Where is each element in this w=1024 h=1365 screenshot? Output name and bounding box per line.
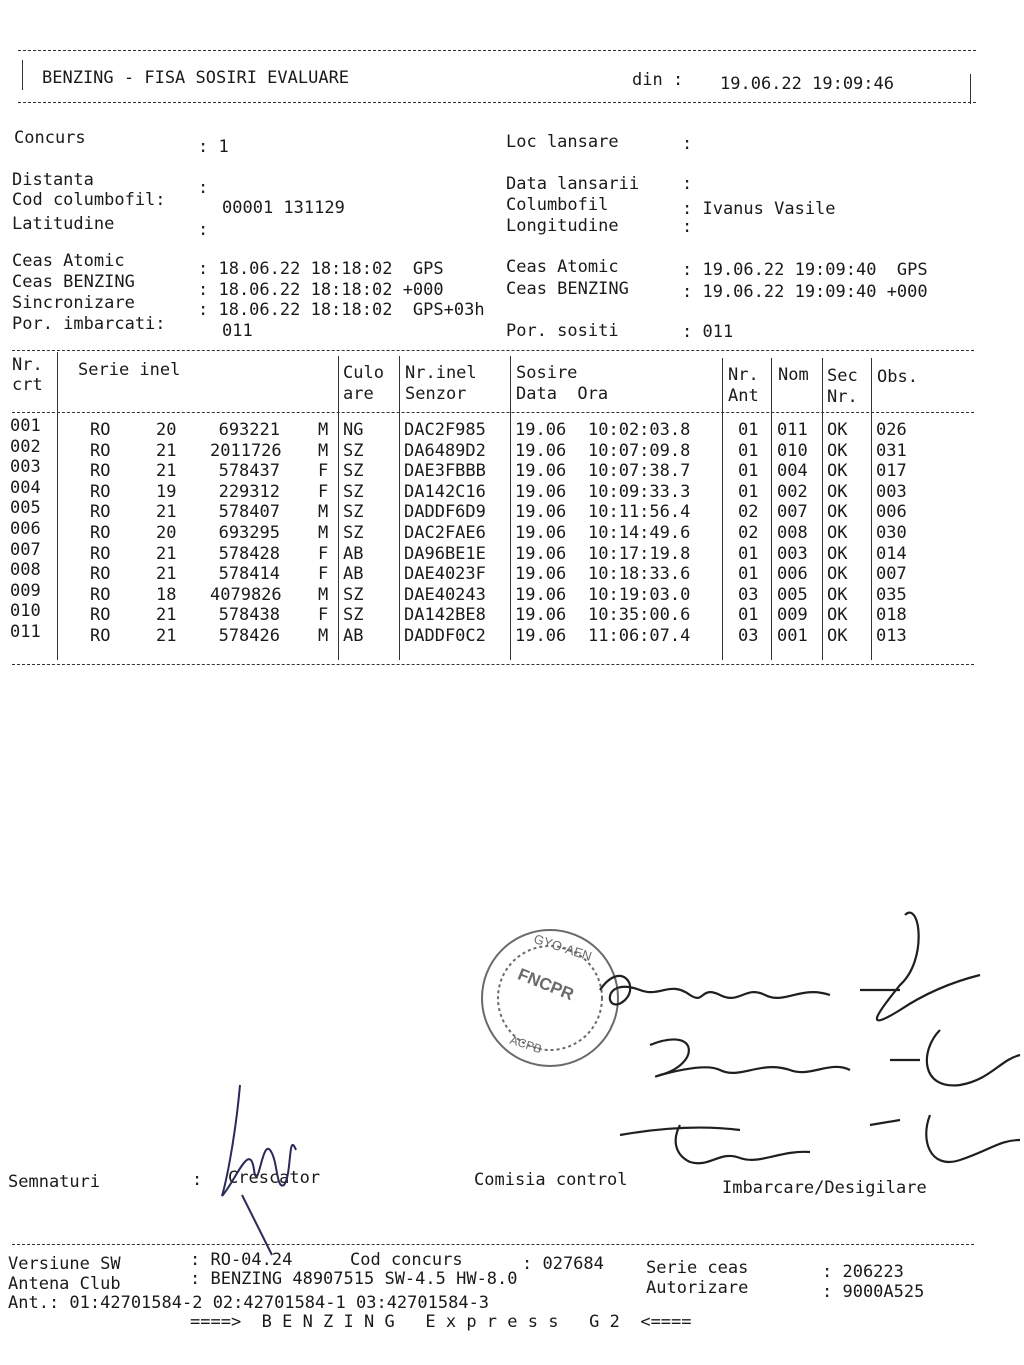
- ceas-benzing-arrival-label: Ceas BENZING: [506, 279, 629, 299]
- row-year: 21: [156, 605, 177, 626]
- row-nr: 010: [10, 601, 41, 622]
- row-country: RO: [90, 564, 111, 585]
- row-sex: F: [318, 461, 329, 482]
- row-sensor: DAE40243: [404, 584, 486, 605]
- row-ant: 01: [738, 420, 759, 440]
- row-date: 19.06: [515, 440, 567, 461]
- row-year: 20: [156, 523, 177, 543]
- row-time: 10:18:33.6: [588, 564, 691, 585]
- header-ant: Ant: [728, 386, 759, 406]
- document-title: BENZING - FISA SOSIRI EVALUARE: [42, 68, 350, 88]
- header-sec: Sec: [827, 366, 858, 386]
- stamp-bottom-text: ACPB: [508, 1032, 544, 1057]
- ant-line: Ant.: 01:42701584-2 02:42701584-1 03:42701584-3: [8, 1293, 490, 1313]
- row-year: 20: [156, 420, 177, 440]
- header-data-ora: Data Ora: [516, 384, 609, 404]
- row-nr: 005: [10, 498, 41, 519]
- row-country: RO: [90, 584, 111, 605]
- sositi-label: Por. sositi: [506, 321, 619, 341]
- row-date: 19.06: [515, 502, 567, 523]
- row-year: 21: [156, 543, 177, 564]
- distanta-label: Distanta: [12, 170, 94, 190]
- row-nom: 007: [777, 502, 808, 523]
- row-sec: OK: [827, 523, 848, 543]
- header-nr-ant: Nr.: [728, 365, 759, 385]
- row-nom: 001: [777, 626, 808, 646]
- row-ant: 01: [738, 481, 759, 502]
- row-nr: 007: [10, 539, 41, 560]
- ceas-atomic-arrival-label: Ceas Atomic: [506, 257, 619, 277]
- sincronizare-label: Sincronizare: [12, 293, 135, 313]
- row-sec: OK: [827, 605, 848, 626]
- row-nr: 008: [10, 560, 41, 581]
- row-time: 10:07:09.8: [588, 440, 691, 461]
- row-ant: 01: [738, 605, 759, 626]
- row-sensor: DA142C16: [404, 481, 486, 502]
- stamp-top-text: GYO-AEN: [531, 931, 594, 964]
- row-obs: 026: [876, 420, 907, 440]
- row-nr: 004: [10, 477, 41, 498]
- row-time: 10:19:03.0: [588, 584, 691, 605]
- date-label: din :: [632, 70, 684, 90]
- row-obs: 031: [876, 440, 907, 461]
- ceas-atomic-release-label: Ceas Atomic: [12, 251, 125, 271]
- row-sensor: DA142BE8: [404, 605, 486, 626]
- header-obs: Obs.: [877, 367, 918, 387]
- row-ring: 693295: [218, 523, 280, 543]
- row-sex: F: [318, 605, 329, 626]
- row-ant: 01: [738, 564, 759, 585]
- cod-concurs-value: : 027684: [522, 1254, 604, 1274]
- cod-columbofil-value: 00001 131129: [222, 198, 345, 218]
- row-obs: 014: [876, 543, 907, 564]
- ceas-atomic-release-value: : 18.06.22 18:18:02 GPS: [198, 259, 444, 279]
- row-sex: F: [318, 481, 329, 502]
- row-nom: 008: [777, 523, 808, 543]
- row-country: RO: [90, 502, 111, 523]
- ceas-benzing-release-label: Ceas BENZING: [12, 272, 135, 292]
- header-serie-inel: Serie inel: [78, 360, 181, 380]
- row-obs: 013: [876, 626, 907, 646]
- data-lansarii-value: :: [682, 174, 693, 194]
- row-time: 10:07:38.7: [588, 461, 691, 482]
- header-sosire: Sosire: [516, 363, 578, 383]
- row-year: 19: [156, 481, 177, 502]
- row-date: 19.06: [515, 626, 567, 646]
- imbarcati-label: Por. imbarcati:: [12, 314, 166, 334]
- latitudine-label: Latitudine: [12, 214, 115, 234]
- imbarcati-value: 011: [222, 321, 253, 341]
- columbofil-label: Columbofil: [506, 195, 609, 215]
- sincronizare-value: : 18.06.22 18:18:02 GPS+03h: [198, 300, 485, 320]
- autorizare-value: : 9000A525: [822, 1282, 925, 1302]
- row-ant: 01: [738, 543, 759, 564]
- row-sex: F: [318, 564, 329, 585]
- row-ring: 578407: [218, 502, 280, 523]
- row-color: SZ: [343, 461, 364, 482]
- cod-columbofil-label: Cod columbofil:: [12, 190, 166, 210]
- row-date: 19.06: [515, 605, 567, 626]
- distanta-value: :: [198, 178, 209, 198]
- row-color: SZ: [343, 481, 364, 502]
- row-sensor: DA96BE1E: [404, 543, 486, 564]
- row-date: 19.06: [515, 481, 567, 502]
- row-sensor: DA6489D2: [404, 440, 486, 461]
- row-sex: M: [318, 584, 329, 605]
- header-crt: crt: [12, 375, 43, 395]
- row-ring: 693221: [218, 420, 280, 440]
- row-year: 21: [156, 564, 177, 585]
- row-year: 21: [156, 626, 177, 646]
- row-year: 21: [156, 502, 177, 523]
- row-color: SZ: [343, 440, 364, 461]
- row-obs: 003: [876, 481, 907, 502]
- row-color: SZ: [343, 502, 364, 523]
- row-sensor: DAE3FBBB: [404, 461, 486, 482]
- row-sensor: DADDF0C2: [404, 626, 486, 646]
- latitudine-value: :: [198, 220, 209, 240]
- row-sensor: DAE4023F: [404, 564, 486, 585]
- row-country: RO: [90, 605, 111, 626]
- row-ring: 578437: [218, 461, 280, 482]
- row-color: AB: [343, 626, 364, 646]
- row-nom: 004: [777, 461, 808, 482]
- row-sec: OK: [827, 440, 848, 461]
- ceas-benzing-release-value: : 18.06.22 18:18:02 +000: [198, 280, 444, 300]
- row-nr: 009: [10, 580, 41, 601]
- longitudine-value: :: [682, 217, 693, 237]
- row-ant: 01: [738, 461, 759, 482]
- row-nr: 002: [10, 436, 41, 457]
- semnaturi-label: Semnaturi: [8, 1172, 101, 1192]
- row-ring: 578426: [218, 626, 280, 646]
- row-color: NG: [343, 420, 364, 440]
- row-color: AB: [343, 543, 364, 564]
- row-country: RO: [90, 481, 111, 502]
- crescator-label: Crescator: [228, 1168, 321, 1188]
- row-year: 18: [156, 584, 177, 605]
- row-country: RO: [90, 626, 111, 646]
- ceas-atomic-arrival-value: : 19.06.22 19:09:40 GPS: [682, 260, 928, 280]
- row-ring: 4079826: [210, 584, 282, 605]
- sositi-value: : 011: [682, 322, 734, 342]
- row-ant: 02: [738, 523, 759, 543]
- row-country: RO: [90, 523, 111, 543]
- row-time: 11:06:07.4: [588, 626, 691, 646]
- row-time: 10:35:00.6: [588, 605, 691, 626]
- brand-line: ====> B E N Z I N G E x p r e s s G 2 <====: [190, 1312, 692, 1332]
- row-ant: 01: [738, 440, 759, 461]
- row-country: RO: [90, 461, 111, 482]
- row-ring: 229312: [218, 481, 280, 502]
- row-country: RO: [90, 440, 111, 461]
- serie-ceas-value: : 206223: [822, 1262, 904, 1282]
- row-time: 10:11:56.4: [588, 502, 691, 523]
- row-sec: OK: [827, 626, 848, 646]
- row-sec: OK: [827, 584, 848, 605]
- row-nom: 011: [777, 420, 808, 440]
- row-time: 10:09:33.3: [588, 481, 691, 502]
- imbarcare-desigilare-label: Imbarcare/Desigilare: [722, 1178, 927, 1198]
- row-year: 21: [156, 461, 177, 482]
- row-obs: 006: [876, 502, 907, 523]
- row-nom: 006: [777, 564, 808, 585]
- row-time: 10:17:19.8: [588, 543, 691, 564]
- cod-concurs-label: Cod concurs: [350, 1250, 463, 1270]
- serie-ceas-label: Serie ceas: [646, 1258, 749, 1278]
- row-obs: 017: [876, 461, 907, 482]
- header-culo: Culo: [343, 363, 384, 383]
- autorizare-label: Autorizare: [646, 1278, 749, 1298]
- row-time: 10:14:49.6: [588, 523, 691, 543]
- row-sec: OK: [827, 502, 848, 523]
- loc-lansare-label: Loc lansare: [506, 132, 619, 152]
- row-sec: OK: [827, 481, 848, 502]
- row-nom: 005: [777, 584, 808, 605]
- row-nr: 011: [10, 622, 41, 642]
- header-nr-inel: Nr.inel: [405, 363, 477, 383]
- row-nom: 009: [777, 605, 808, 626]
- row-sec: OK: [827, 461, 848, 482]
- row-sec: OK: [827, 420, 848, 440]
- row-ring: 2011726: [210, 440, 282, 461]
- row-ring: 578428: [218, 543, 280, 564]
- row-obs: 018: [876, 605, 907, 626]
- row-color: SZ: [343, 523, 364, 543]
- row-nr: 006: [10, 519, 41, 539]
- row-ring: 578414: [218, 564, 280, 585]
- concurs-value: : 1: [198, 137, 229, 157]
- antena-value: : BENZING 48907515 SW-4.5 HW-8.0: [190, 1269, 518, 1289]
- row-color: SZ: [343, 605, 364, 626]
- loc-lansare-value: :: [682, 134, 693, 154]
- row-color: SZ: [343, 584, 364, 605]
- row-sex: M: [318, 626, 329, 646]
- row-sex: M: [318, 440, 329, 461]
- longitudine-label: Longitudine: [506, 216, 619, 236]
- header-nom: Nom: [778, 365, 809, 385]
- row-ring: 578438: [218, 605, 280, 626]
- row-sec: OK: [827, 564, 848, 585]
- row-nr: 003: [10, 457, 41, 478]
- row-date: 19.06: [515, 584, 567, 605]
- row-country: RO: [90, 420, 111, 440]
- row-sex: M: [318, 502, 329, 523]
- row-sec: OK: [827, 543, 848, 564]
- semnaturi-colon: :: [192, 1170, 203, 1190]
- row-obs: 007: [876, 564, 907, 585]
- row-date: 19.06: [515, 523, 567, 543]
- versiune-label: Versiune SW: [8, 1254, 121, 1274]
- row-obs: 035: [876, 584, 907, 605]
- date-value: 19.06.22 19:09:46: [720, 74, 894, 94]
- data-lansarii-label: Data lansarii: [506, 174, 640, 194]
- row-sex: F: [318, 543, 329, 564]
- row-sensor: DADDF6D9: [404, 502, 486, 523]
- row-ant: 02: [738, 502, 759, 523]
- row-country: RO: [90, 543, 111, 564]
- header-are: are: [343, 384, 374, 404]
- header-sec-nr: Nr.: [827, 387, 858, 407]
- columbofil-value: : Ivanus Vasile: [682, 199, 836, 219]
- row-sensor: DAC2FAE6: [404, 523, 486, 543]
- row-date: 19.06: [515, 420, 567, 440]
- header-senzor: Senzor: [405, 384, 467, 404]
- header-nr: Nr.: [12, 355, 43, 375]
- row-ant: 03: [738, 584, 759, 605]
- row-obs: 030: [876, 523, 907, 543]
- stamp-center-text: FNCPR: [515, 964, 577, 1005]
- row-sex: M: [318, 420, 329, 440]
- row-nom: 003: [777, 543, 808, 564]
- comisia-control-label: Comisia control: [474, 1170, 628, 1190]
- row-date: 19.06: [515, 543, 567, 564]
- concurs-label: Concurs: [14, 128, 86, 148]
- row-date: 19.06: [515, 461, 567, 482]
- antena-label: Antena Club: [8, 1274, 121, 1294]
- row-nr: 001: [10, 416, 41, 436]
- row-nom: 010: [777, 440, 808, 461]
- versiune-value: : RO-04.24: [190, 1250, 293, 1270]
- row-time: 10:02:03.8: [588, 420, 691, 440]
- row-sensor: DAC2F985: [404, 420, 486, 440]
- ceas-benzing-arrival-value: : 19.06.22 19:09:40 +000: [682, 282, 928, 302]
- row-ant: 03: [738, 626, 759, 646]
- row-sex: M: [318, 523, 329, 543]
- row-nom: 002: [777, 481, 808, 502]
- row-date: 19.06: [515, 564, 567, 585]
- row-color: AB: [343, 564, 364, 585]
- row-year: 21: [156, 440, 177, 461]
